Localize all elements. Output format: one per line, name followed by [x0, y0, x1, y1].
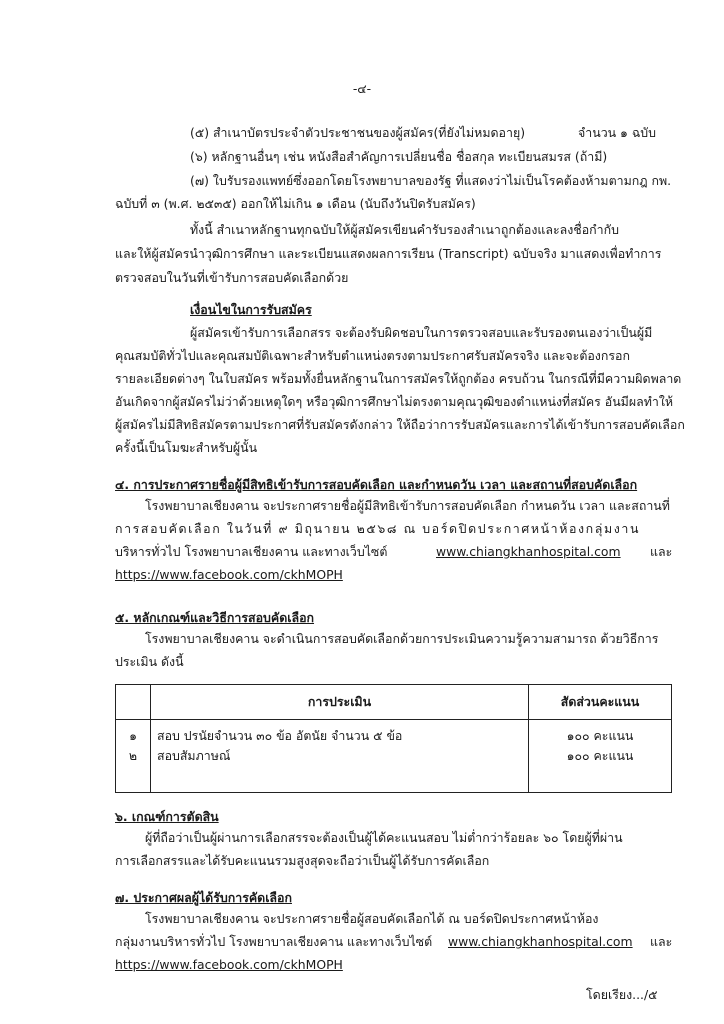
conditions-line4: อันเกิดจากผู้สมัครไม่ว่าด้วยเหตุใดๆ หรือวุฒิการศึกษาไม่ตรงตามคุณวุฒิของตำแหน่งที่สมัคร อันมีผลทำให้	[115, 394, 674, 409]
section7-heading: ๗. ประกาศผลผู้ได้รับการคัดเลือก	[115, 890, 292, 905]
facebook-link[interactable]: https://www.facebook.com/ckhMOPH	[115, 957, 343, 972]
conditions-line3: รายละเอียดต่างๆ ในใบสมัคร พร้อมทั้งยื่นหลักฐานในการสมัครให้ถูกต้อง ครบถ้วน ในกรณีที่มีความผิดพลาด	[115, 371, 682, 386]
section7-line2: กลุ่มงานบริหารทั่วไป โรงพยาบาลเชียงคาน และทางเว็บไซต์	[115, 934, 433, 949]
page-number: -๔-	[352, 81, 372, 96]
doc-item-6: (๖) หลักฐานอื่นๆ เช่น หนังสือสำคัญการเปลี่ยนชื่อ ชื่อสกุล ทะเบียนสมรส (ถ้ามี)	[190, 149, 608, 164]
row-number: ๒	[128, 748, 138, 763]
doc-item-5: (๕) สำเนาบัตรประจำตัวประชาชนของผู้สมัคร(ที่ยังไม่หมดอายุ)	[190, 125, 526, 140]
table-cell-numbers	[116, 720, 151, 793]
section4-line3-tail: และ	[650, 544, 673, 559]
row-score: ๑๐๐ คะแนน	[566, 748, 634, 763]
section4-line3: บริหารทั่วไป โรงพยาบาลเชียงคาน และทางเว็บไซต์	[115, 544, 388, 559]
row-score: ๑๐๐ คะแนน	[566, 728, 634, 743]
section6-line2: การเลือกสรรและได้รับคะแนนรวมสูงสุดจะถือว่าเป็นผู้ได้รับการคัดเลือก	[115, 853, 490, 868]
conditions-line6: ครั้งนี้เป็นโมฆะสำหรับผู้นั้น	[115, 440, 258, 455]
section4-line2: การสอบคัดเลือก ในวันที่ ๙ มิถุนายน ๒๕๖๘ ณ บอร์ดปิดประกาศหน้าห้องกลุ่มงาน	[115, 521, 641, 536]
table-header-number	[116, 685, 151, 720]
table-header-row	[116, 685, 672, 720]
continuation-note: โดยเรียง.../๕	[586, 987, 658, 1002]
section7-line1: โรงพยาบาลเชียงคาน จะประกาศรายชื่อผู้สอบคัดเลือกได้ ณ บอร์ดปิดประกาศหน้าห้อง	[145, 911, 599, 926]
table-row	[116, 720, 672, 793]
doc-item-7-line1: (๗) ใบรับรองแพทย์ซึ่งออกโดยโรงพยาบาลของรัฐ ที่แสดงว่าไม่เป็นโรคต้องห้ามตามกฎ กพ.	[190, 173, 672, 188]
doc-item-5-qty: จำนวน ๑ ฉบับ	[578, 125, 657, 140]
section5-line2: ประเมิน ดังนี้	[115, 654, 184, 669]
copies-note-line1: ทั้งนี้ สำเนาหลักฐานทุกฉบับให้ผู้สมัครเขียนคำรับรองสำเนาถูกต้องและลงชื่อกำกับ	[190, 222, 619, 237]
section6-line1: ผู้ที่ถือว่าเป็นผู้ผ่านการเลือกสรรจะต้องเป็นผู้ได้คะแนนสอบ ไม่ต่ำกว่าร้อยละ ๖๐ โดยผู้ที่ผ่าน	[145, 830, 623, 845]
doc-item-7-line2: ฉบับที่ ๓ (พ.ศ. ๒๕๓๕) ออกให้ไม่เกิน ๑ เดือน (นับถึงวันปิดรับสมัคร)	[115, 196, 476, 211]
website-link[interactable]: www.chiangkhanhospital.com	[448, 934, 633, 949]
conditions-heading: เงื่อนไขในการรับสมัคร	[190, 302, 312, 317]
section4-line1: โรงพยาบาลเชียงคาน จะประกาศรายชื่อผู้มีสิทธิเข้ารับการสอบคัดเลือก กำหนดวัน เวลา และสถานที่	[145, 498, 670, 513]
row-item: สอบสัมภาษณ์	[157, 748, 231, 763]
section7-line2-tail: และ	[650, 934, 673, 949]
table-header-score: สัดส่วนคะแนน	[529, 685, 672, 720]
section4-heading: ๔. การประกาศรายชื่อผู้มีสิทธิเข้ารับการสอบคัดเลือก และกำหนดวัน เวลา และสถานที่สอบคัดเลือก	[115, 477, 638, 492]
website-link[interactable]: www.chiangkhanhospital.com	[436, 544, 621, 559]
facebook-link[interactable]: https://www.facebook.com/ckhMOPH	[115, 567, 343, 582]
row-item: สอบ ปรนัยจำนวน ๓๐ ข้อ อัตนัย จำนวน ๕ ข้อ	[157, 728, 403, 743]
section6-heading: ๖. เกณฑ์การตัดสิน	[115, 809, 219, 824]
conditions-line1: ผู้สมัครเข้ารับการเลือกสรร จะต้องรับผิดชอบในการตรวจสอบและรับรองตนเองว่าเป็นผู้มี	[190, 325, 653, 340]
evaluation-table	[115, 684, 672, 793]
copies-note-line3: ตรวจสอบในวันที่เข้ารับการสอบคัดเลือกด้วย	[115, 270, 349, 285]
table-header-evaluation: การประเมิน	[151, 685, 529, 720]
copies-note-line2: และให้ผู้สมัครนำวุฒิการศึกษา และระเบียนแสดงผลการเรียน (Transcript) ฉบับจริง มาแสดงเพื่อทำการ	[115, 246, 662, 261]
conditions-line5: ผู้สมัครไม่มีสิทธิสมัครตามประกาศที่รับสมัครดังกล่าว ให้ถือว่าการรับสมัครและการได้เข้ารับการสอบคัดเลือก	[115, 417, 685, 432]
section5-line1: โรงพยาบาลเชียงคาน จะดำเนินการสอบคัดเลือกด้วยการประเมินความรู้ความสามารถ ด้วยวิธีการ	[145, 631, 659, 646]
conditions-line2: คุณสมบัติทั่วไปและคุณสมบัติเฉพาะสำหรับตำแหน่งตรงตามประกาศรับสมัครจริง และจะต้องกรอก	[115, 348, 630, 363]
row-number: ๑	[129, 728, 137, 743]
section5-heading: ๕. หลักเกณฑ์และวิธีการสอบคัดเลือก	[115, 610, 315, 625]
table-cell-items	[151, 720, 529, 793]
table-cell-scores	[529, 720, 672, 793]
